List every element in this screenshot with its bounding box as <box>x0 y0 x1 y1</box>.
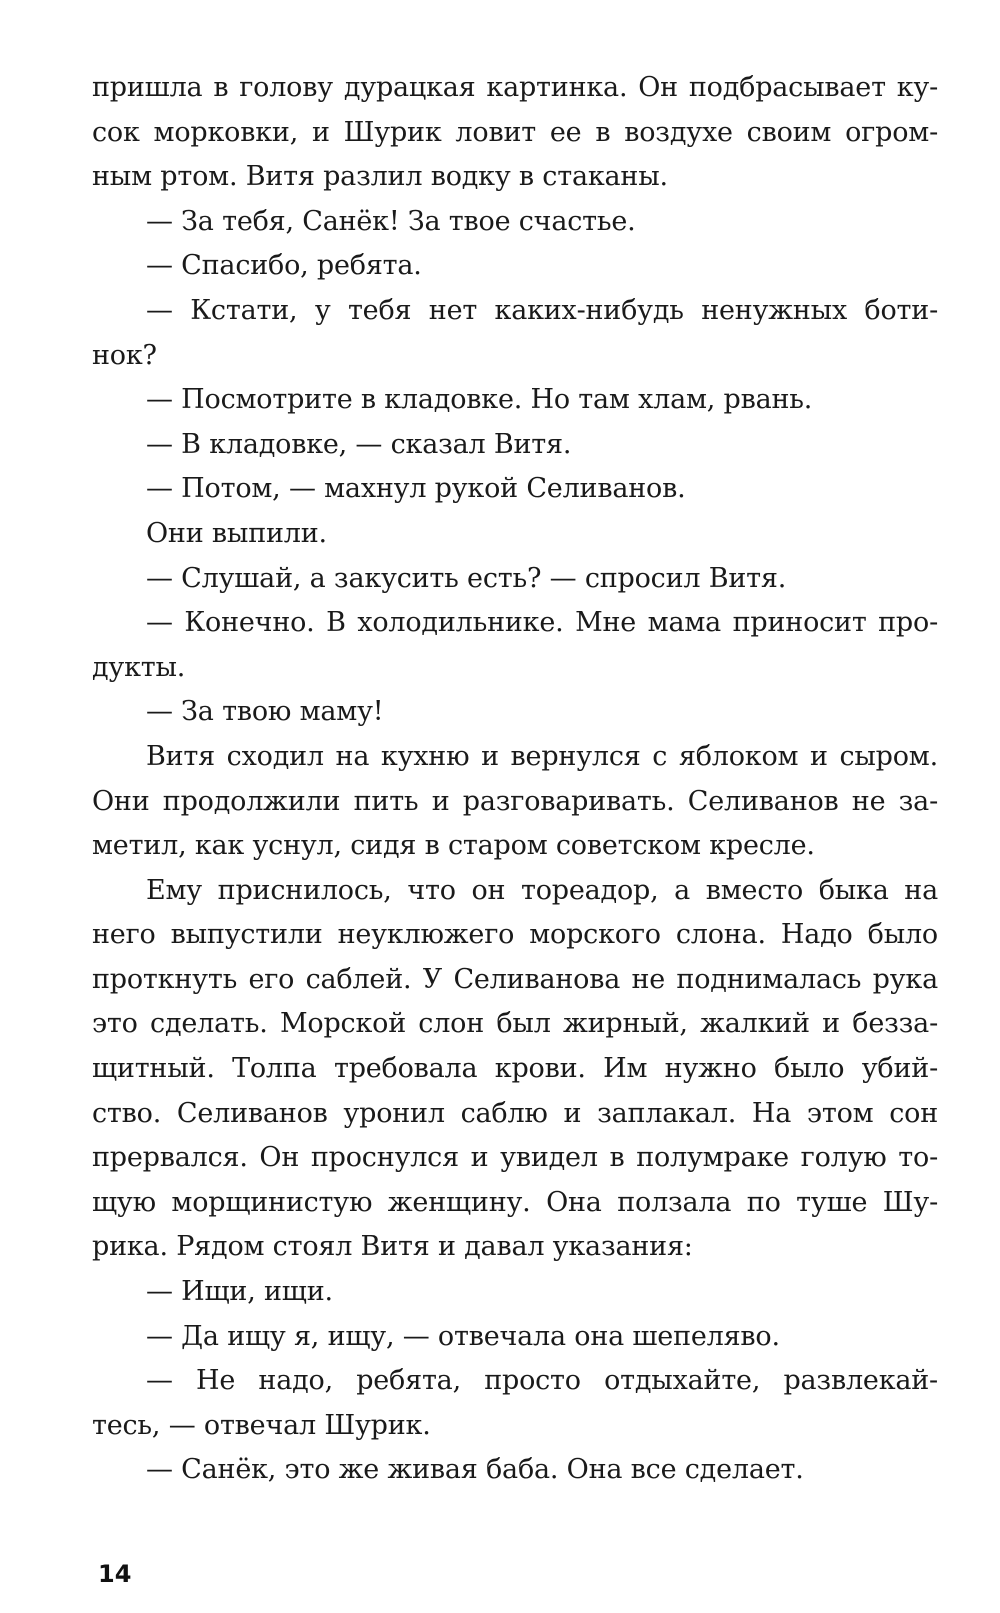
text-line: прервался. Он проснулся и увидел в полумраке голую то- <box>92 1142 938 1174</box>
text-line: него выпустили неуклюжего морского слона. Надо было <box>92 919 938 951</box>
paragraph-line: Ему приснилось, что он тореадор, а вместо быка на <box>146 874 938 906</box>
text-line: пришла в голову дурацкая картинка. Он подбрасывает ку- <box>92 72 938 103</box>
dialogue-line: — За тебя, Санёк! За твое счастье. <box>146 205 636 237</box>
dialogue-line: — Спасибо, ребята. <box>146 250 422 282</box>
dialogue-line: — Посмотрите в кладовке. Но там хлам, рвань. <box>146 384 813 416</box>
dialogue-line: — В кладовке, — сказал Витя. <box>146 428 572 460</box>
text-line: ным ртом. Витя разлил водку в стаканы. <box>92 161 668 193</box>
text-column <box>92 66 938 1493</box>
dialogue-line: — Да ищу я, ищу, — отвечала она шепеляво. <box>146 1320 780 1352</box>
text-line: метил, как уснул, сидя в старом советском кресле. <box>92 830 815 862</box>
dialogue-line: — Потом, — махнул рукой Селиванов. <box>146 473 686 505</box>
dialogue-line: — Кстати, у тебя нет каких-нибудь ненужных боти- <box>146 294 938 326</box>
text-line: ство. Селиванов уронил саблю и заплакал. На этом сон <box>92 1097 938 1129</box>
text-line: рика. Рядом стоял Витя и давал указания: <box>92 1231 693 1263</box>
text-line: щитный. Толпа требовала крови. Им нужно было убий- <box>92 1053 938 1085</box>
text-line: это сделать. Морской слон был жирный, жалкий и безза- <box>92 1008 938 1040</box>
text-line: нок? <box>92 339 157 371</box>
dialogue-line: — Слушай, а закусить есть? — спросил Витя. <box>146 562 787 594</box>
dialogue-line: — Конечно. В холодильнике. Мне мама приносит про- <box>146 607 938 639</box>
paragraph-line: Они выпили. <box>146 517 327 549</box>
page-number: 14 <box>98 1560 132 1588</box>
dialogue-line: — Ищи, ищи. <box>146 1276 333 1308</box>
text-line: проткнуть его саблей. У Селиванова не поднималась рука <box>92 963 938 995</box>
dialogue-line: — Не надо, ребята, просто отдыхайте, развлекай- <box>146 1365 938 1397</box>
text-line: сок морковки, и Шурик ловит ее в воздухе своим огром- <box>92 116 938 148</box>
dialogue-line: — За твою маму! <box>146 696 384 728</box>
text-line: щую морщинистую женщину. Она ползала по туше Шу- <box>92 1186 938 1218</box>
text-line: тесь, — отвечал Шурик. <box>92 1409 431 1441</box>
paragraph-line: Витя сходил на кухню и вернулся с яблоком и сыром. <box>146 740 938 772</box>
dialogue-line: — Санёк, это же живая баба. Она все сделает. <box>146 1454 804 1486</box>
text-line: дукты. <box>92 651 186 683</box>
text-line: Они продолжили пить и разговаривать. Селиванов не за- <box>92 785 938 817</box>
